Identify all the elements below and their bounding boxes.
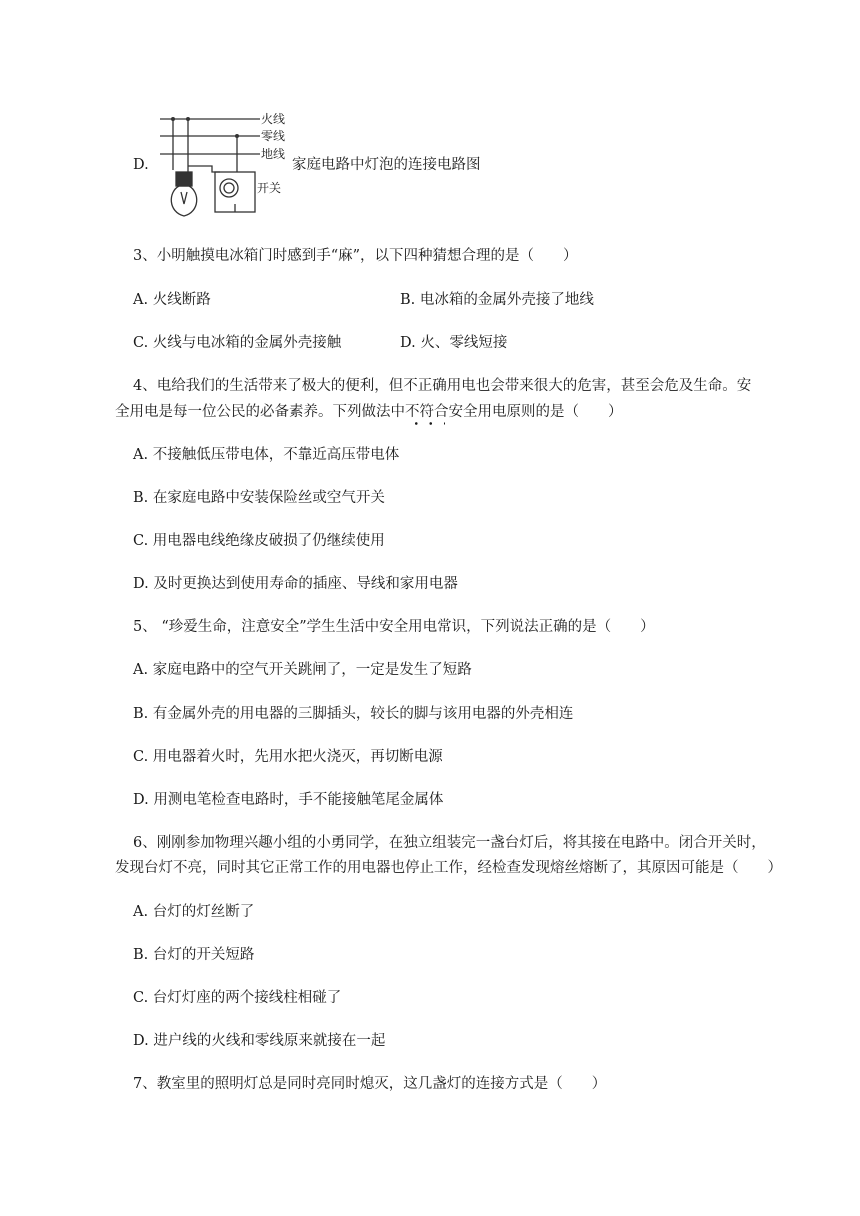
junction-dots bbox=[171, 117, 239, 138]
live-wire-label: 火线 bbox=[261, 112, 286, 126]
q6-option-d: D. 进户线的火线和零线原来就接在一起 bbox=[133, 1033, 386, 1049]
q4-stem-line2 bbox=[115, 402, 623, 422]
q5-option-c: C. 用电器着火时，先用水把火浇灭，再切断电源 bbox=[133, 749, 443, 765]
q4-stem-line1: 4、电给我们的生活带来了极大的便利，但不正确用电也会带来很大的危害，甚至会危及生命。安 bbox=[133, 378, 752, 394]
q3-stem: 3、小明触摸电冰箱门时感到手“麻”，以下四种猜想合理的是（ ） bbox=[133, 248, 578, 264]
ground-wire-label: 地线 bbox=[261, 147, 286, 161]
q3-option-b: B. 电冰箱的金属外壳接了地线 bbox=[400, 292, 594, 308]
switch-label: 开关 bbox=[257, 181, 282, 195]
q3-option-a: A. 火线断路 bbox=[133, 292, 211, 308]
q5-option-a: A. 家庭电路中的空气开关跳闸了，一定是发生了短路 bbox=[133, 662, 472, 678]
q5-stem: 5、 “珍爱生命，注意安全”学生生活中安全用电常识，下列说法正确的是（ ） bbox=[133, 619, 655, 635]
q2-option-d-prefix: D. bbox=[133, 157, 149, 173]
q5-option-b: B. 有金属外壳的用电器的三脚插头，较长的脚与该用电器的外壳相连 bbox=[133, 706, 574, 722]
q4-option-c: C. 用电器电线绝缘皮破损了仍继续使用 bbox=[133, 533, 385, 549]
q3-option-d: D. 火、零线短接 bbox=[400, 335, 508, 351]
q4-option-b: B. 在家庭电路中安装保险丝或空气开关 bbox=[133, 490, 385, 506]
q6-option-c: C. 台灯灯座的两个接线柱相碰了 bbox=[133, 990, 342, 1006]
q4-stem-line2-post: 安全用电原则的是（ ） bbox=[448, 404, 623, 420]
q4-option-d: D. 及时更换达到使用寿命的插座、导线和家用电器 bbox=[133, 576, 458, 592]
q4-stem-emphasis: 不符合 bbox=[405, 404, 449, 420]
neutral-wire-label: 零线 bbox=[261, 129, 286, 143]
q2-option-d-caption: 家庭电路中灯泡的连接电路图 bbox=[292, 157, 481, 173]
q6-stem-line2: 发现台灯不亮，同时其它正常工作的用电器也停止工作，经检查发现熔丝熔断了，其原因可能是（ ） bbox=[115, 860, 782, 876]
q6-option-a: A. 台灯的灯丝断了 bbox=[133, 904, 255, 920]
household-circuit-diagram bbox=[160, 112, 295, 222]
q4-option-a: A. 不接触低压带电体，不靠近高压带电体 bbox=[133, 447, 400, 463]
q6-option-b: B. 台灯的开关短路 bbox=[133, 947, 255, 963]
q4-stem-line2-pre: 全用电是每一位公民的必备素养。下列做法中 bbox=[115, 404, 405, 420]
q5-option-d: D. 用测电笔检查电路时，手不能接触笔尾金属体 bbox=[133, 792, 444, 808]
q6-stem-line1: 6、刚刚参加物理兴趣小组的小勇同学，在独立组装完一盏台灯后，将其接在电路中。闭合开关时， bbox=[133, 835, 766, 851]
q7-stem: 7、教室里的照明灯总是同时亮同时熄灭，这几盏灯的连接方式是（ ） bbox=[133, 1076, 607, 1092]
q3-option-c: C. 火线与电冰箱的金属外壳接触 bbox=[133, 335, 342, 351]
